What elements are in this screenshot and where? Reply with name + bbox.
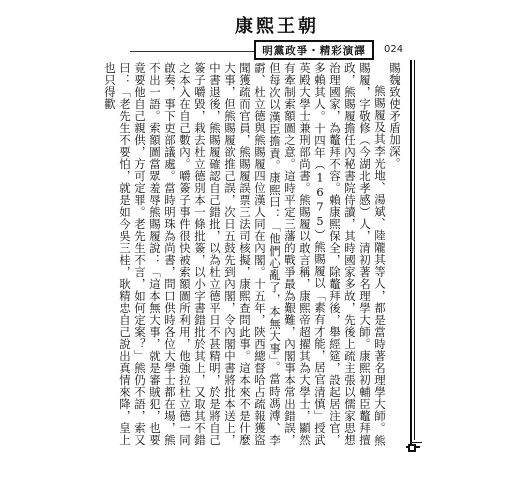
page-frame-right xyxy=(410,60,412,448)
paragraph: 熊賜履及其李光地、湯斌、陸隴其等人，都是當時著名理學大師。熊賜履，字敬修（今湖北孝感）人，清初著名理學大師。康熙初輔臣鼇拜擅政，熊賜履擔任內秘書院侍讀，其時國家多故，先後上疏主張以儒家思想治理國家，為鼇拜不容。賴康熙保全，除鼇拜後，舉經筵，設起居注官，多賴其人。十四年（1675）熊賜履以「素有才能，居官清慎」授武英殿大學士兼刑部尚書。熊賜履以敢言稱，康熙帝超擢其為大學士，顯然有牽制索額圖之意。這時平定三藩的戰爭最為艱難，內閣事本常出錯誤，但每次以漢臣擔責。康熙曰：「他們心亂了，本無大事」。當時馮溥、李霨、杜立德與熊賜履四位漢人同在內閣。十五年，陝西總督哈占疏報獲盜聞獲疏而官員，熊賜履誤票三法司核擬，康熙查問此事。這本來不是什麼大事，但熊賜履欲推己誤，次日五鼓先到內閣，令內閣中書將批本送上，中書退後，熊賜履確認自己錯批，以為杜立德平日不甚精明，於是將自己簽子嚼毀，栽去杜立德別本一條批簽，以小字書錯批於其上，又取其不錯之本入在自己數內。嚼簽子事件很快被索額圖所利用，他強拉杜立德一同啟奏，事下吏部議處。當時明珠為尚書，問口供時各位大學士都在場，熊不出一語。索額圖當眾羞辱熊賜履說：「這本無大事，就是審賊犯，也要竟要他自己親供，方可定罪。老先生不言，如何定案？」熊仍不語，索又曰：「老先生不要怕，就是如今吳三桂，耿精忠自己說出真情來降，皇上也只得歡 xyxy=(103,62,387,446)
body-text xyxy=(103,62,402,446)
page-number: 024 xyxy=(384,44,404,55)
header-rule xyxy=(130,51,254,52)
chapter-subtitle: 明黨政爭・精彩演譯 xyxy=(254,40,374,60)
page-frame-bottom-inner xyxy=(412,442,422,443)
page-frame-right-inner xyxy=(414,60,415,440)
corner-ornament-icon xyxy=(408,444,416,452)
paragraph: 賜魏致使矛盾加深。 xyxy=(388,62,402,170)
book-title: 康熙王朝 xyxy=(235,16,319,37)
